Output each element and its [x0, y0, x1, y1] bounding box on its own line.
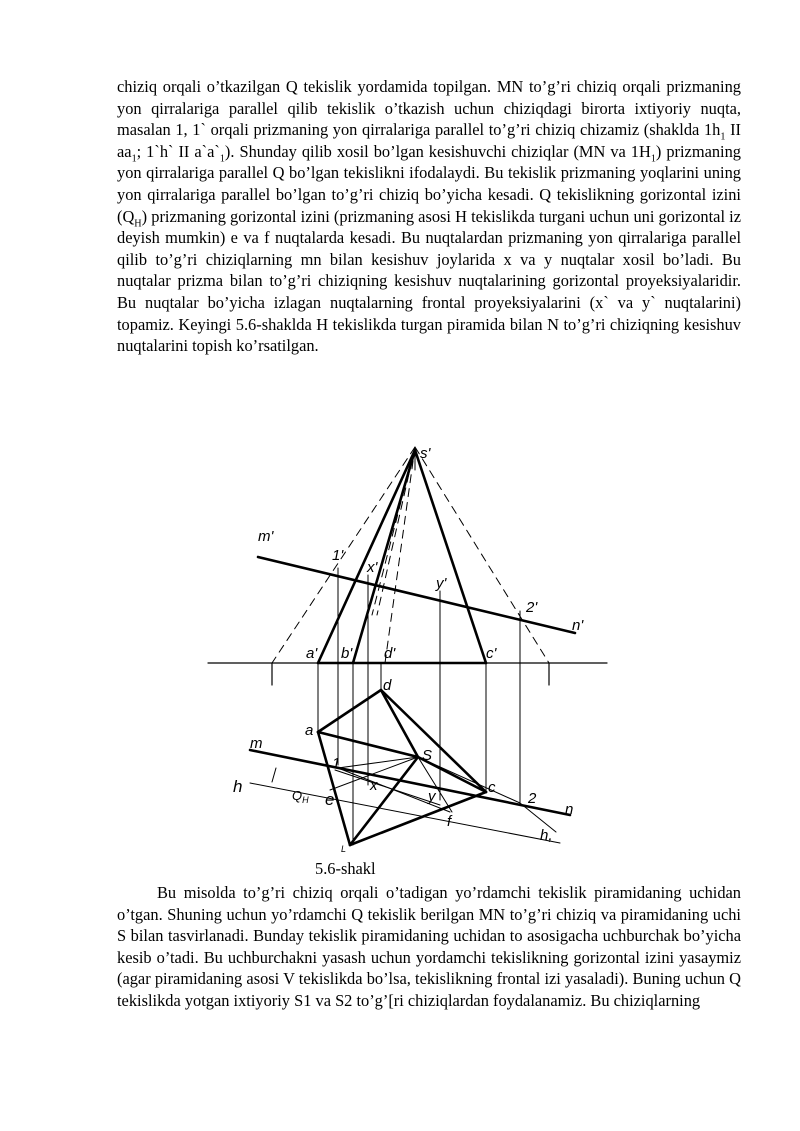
label-x-front: x' — [367, 559, 378, 576]
figure-caption: 5.6-shakl — [315, 859, 376, 878]
text-run: II aa — [117, 120, 741, 161]
label-y-top: y — [428, 788, 436, 805]
label-1-top: 1 — [332, 755, 341, 772]
front-dashed-lines — [272, 447, 549, 663]
text-run: ; 1`h` II a`a` — [136, 141, 220, 161]
subscript: 1 — [131, 153, 137, 165]
label-n-top: n — [565, 801, 574, 818]
label-qh-top: $Q_H$ — [292, 788, 309, 805]
label-d-front: d' — [384, 645, 396, 662]
text-run: chiziq orqali o’tkazilgan Q tekislik yordamida topilgan. MN to’g’ri chiziq orqali prizmaning yon qirralariga parallel qilib tekislik o’tkazish uchun chiziqdagi birorta ixtiyoriy nuqta, masalan 1, 1` orqali prizmaning yon qirralariga parallel to’g’ri chiziq chizamiz (shaklda 1h — [117, 77, 741, 140]
label-m-top: m — [250, 735, 263, 752]
label-s-top: S — [422, 747, 433, 764]
label-x-top: x — [370, 777, 378, 794]
label-e-top: e — [325, 790, 335, 809]
label-f-top: f — [447, 813, 452, 830]
label-a-front: a' — [306, 645, 318, 662]
label-2-top: 2 — [528, 790, 537, 807]
line-mn-front — [258, 557, 575, 633]
label-h1-top: h, — [540, 827, 553, 844]
label-1-front: 1' — [332, 547, 344, 564]
paragraph-bottom: Bu misolda to’g’ri chiziq orqali o’tadigan yo’rdamchi tekislik piramidaning uchidan o’tgan. Shuning uchun yo’rdamchi Q tekislik berilgan MN to’g’ri chiziq va piramidaning uchi S bilan tasvirlanadi. Bunday tekislik piramidaning uchidan to asosigacha uchburchak bo’yicha kesib o’tadi. Bu uchburchakni yasash uchun yordamchi tekislikning gorizontal izini yasaymiz (agar piramidaning asosi V tekislikda bo’lsa, tekislikning frontal izi yasaladi). Buning uchun Q tekislikda yotgan ixtiyoriy S1 va S2 to’g’[ri chiziqlardan foydalanamiz. Bu chiziqlarning — [117, 883, 741, 1010]
subscript: 1 — [219, 153, 225, 165]
subscript: 1 — [720, 131, 726, 143]
text-run: ). Shunday qilib xosil bo’lgan kesishuvchi chiziqlar (MN va 1H — [224, 141, 651, 161]
text-run: ) prizmaning yon qirralariga parallel Q bo’lgan tekislikni ifodalaydi. Bu tekislik prizmaning yoqlarini uning yon qirralariga parallel bo’lgan to’g’ri chiziq bo’yicha kesadi. Q tekislikning gorizontal izini (Q — [117, 141, 741, 226]
label-c-front: c' — [486, 645, 497, 662]
label-c-top: c — [488, 779, 496, 796]
label-b-front: b' — [341, 645, 353, 662]
text-run: ) prizmaning gorizontal izini (prizmaning asosi H tekislikda turgani uchun uni gorizontal iz deyish mumkin) e va f nuqtalarda kesadi. Bu nuqtalardan prizmaning yon qirralariga parallel qilib to’g’ri chiziqlarning mn bilan kesishuv joylarida x va y nuqtalar xosil bo’ladi. Bu nuqtalar prizma bilan to’g’ri chiziqning kesishuv nuqtalarining gorizontal proyeksiyalaridir. Bu nuqtalar bo’yicha izlagan nuqtalarning frontal proyeksiyalarini (x` va y` nuqtalarini) topamiz. Keyingi 5.6-shaklda H tekislikda turgan piramida bilan N to’g’ri chiziqning kesishuv nuqtalarini topish ko’rsatilgan. — [117, 206, 741, 356]
label-n-front: n' — [572, 617, 584, 634]
label-m-front: m' — [258, 528, 274, 545]
label-b-top: L — [341, 844, 347, 854]
subscript: H — [134, 217, 142, 229]
subscript: 1 — [650, 153, 656, 165]
label-y-front: y' — [436, 575, 447, 592]
label-h-top: h — [233, 777, 243, 796]
label-a-top: a — [305, 722, 314, 739]
label-d-top: d — [383, 677, 392, 694]
label-s-front: s' — [420, 445, 431, 462]
label-2-front: 2' — [526, 599, 538, 616]
